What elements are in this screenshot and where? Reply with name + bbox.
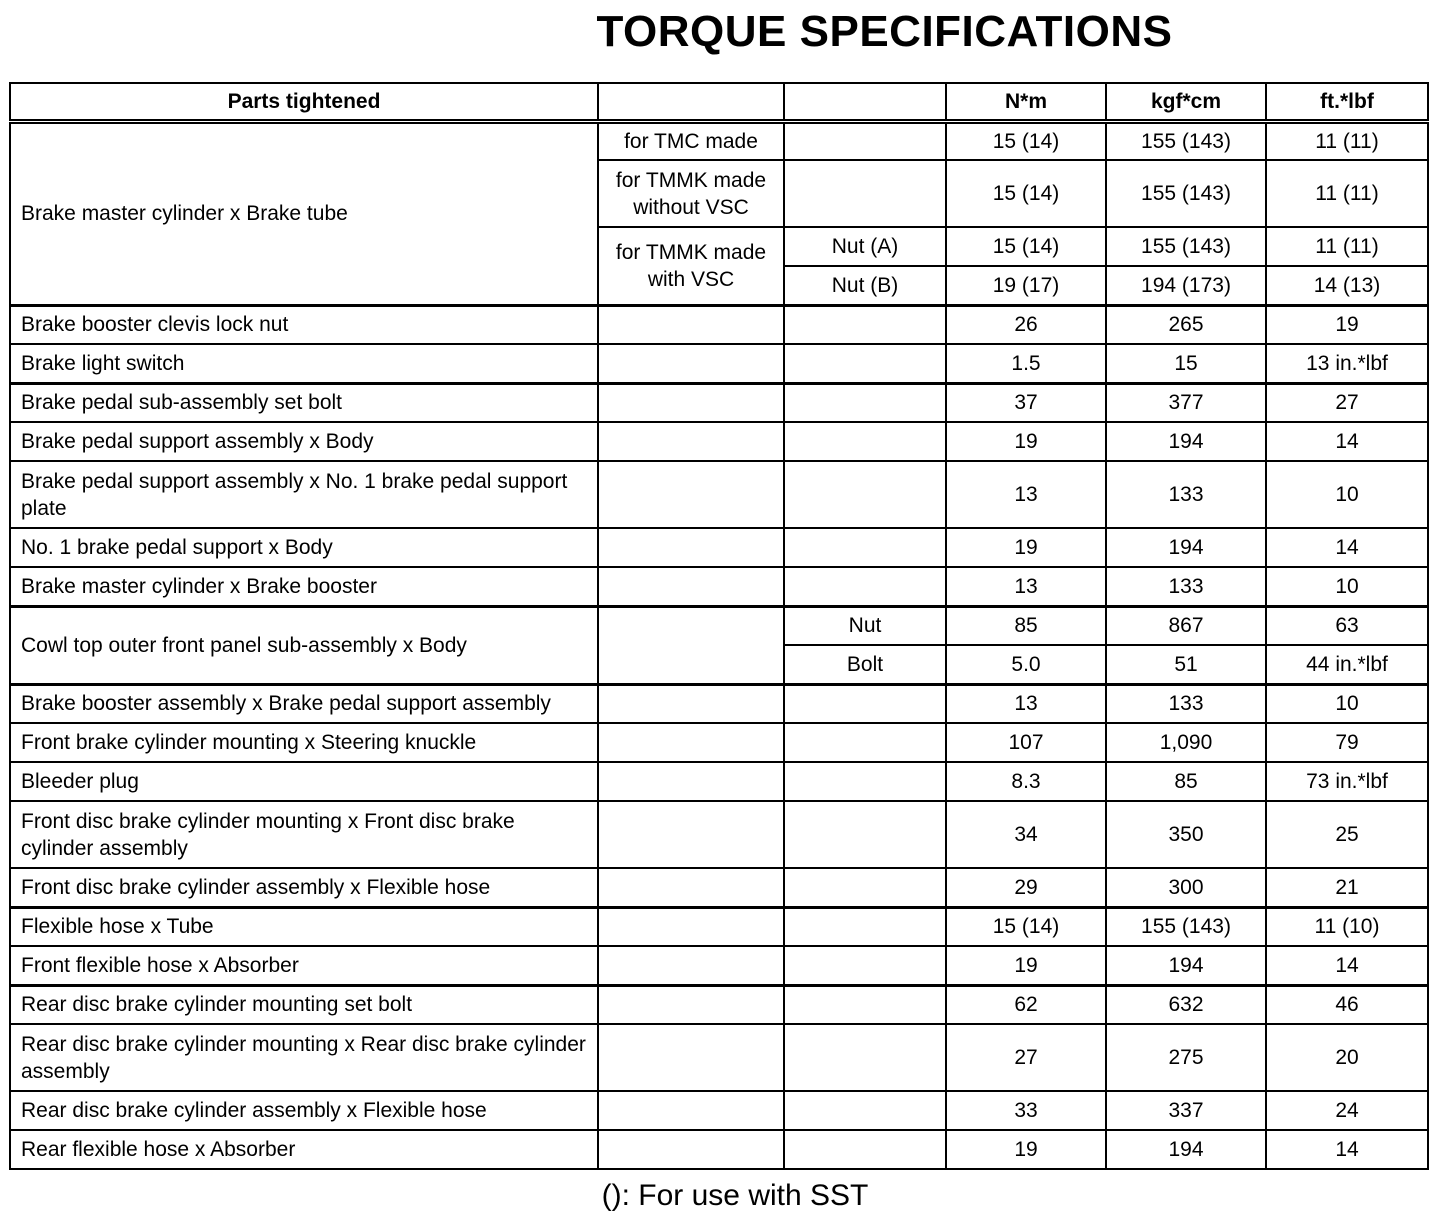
value-ftlbf: 25 [1266, 801, 1428, 868]
torque-spec-table [9, 82, 1429, 1170]
condition [598, 907, 784, 946]
value-kgfcm: 133 [1106, 567, 1266, 606]
value-kgfcm: 275 [1106, 1024, 1266, 1091]
part-name: Flexible hose x Tube [10, 907, 598, 946]
value-ftlbf: 14 [1266, 422, 1428, 461]
part-name: Rear disc brake cylinder mounting x Rear disc brake cylinder assembly [10, 1024, 598, 1091]
value-nm: 37 [946, 383, 1106, 422]
value-ftlbf: 10 [1266, 567, 1428, 606]
value-kgfcm: 300 [1106, 868, 1266, 907]
value-kgfcm: 350 [1106, 801, 1266, 868]
table-row [10, 422, 1428, 461]
value-ftlbf: 11 (11) [1266, 121, 1428, 160]
value-nm: 15 (14) [946, 160, 1106, 227]
subpart [784, 344, 946, 383]
value-nm: 15 (14) [946, 227, 1106, 266]
subpart [784, 121, 946, 160]
subpart [784, 684, 946, 723]
header-condition [598, 83, 784, 121]
value-nm: 33 [946, 1091, 1106, 1130]
value-kgfcm: 155 (143) [1106, 907, 1266, 946]
table-row [10, 762, 1428, 801]
value-kgfcm: 194 [1106, 1130, 1266, 1169]
table-row [10, 567, 1428, 606]
value-nm: 27 [946, 1024, 1106, 1091]
condition [598, 801, 784, 868]
part-name: Brake booster clevis lock nut [10, 305, 598, 344]
subpart [784, 801, 946, 868]
subpart: Nut (B) [784, 266, 946, 305]
header-kgfcm: kgf*cm [1106, 83, 1266, 121]
value-nm: 1.5 [946, 344, 1106, 383]
subpart [784, 985, 946, 1024]
part-name: Brake master cylinder x Brake tube [10, 121, 598, 305]
value-nm: 19 [946, 528, 1106, 567]
table-row [10, 1091, 1428, 1130]
condition [598, 383, 784, 422]
value-nm: 19 (17) [946, 266, 1106, 305]
subpart [784, 1091, 946, 1130]
value-kgfcm: 337 [1106, 1091, 1266, 1130]
condition [598, 684, 784, 723]
value-nm: 107 [946, 723, 1106, 762]
subpart: Nut (A) [784, 227, 946, 266]
table-row [10, 461, 1428, 528]
value-nm: 62 [946, 985, 1106, 1024]
value-ftlbf: 73 in.*lbf [1266, 762, 1428, 801]
part-name: Rear disc brake cylinder assembly x Flexible hose [10, 1091, 598, 1130]
value-ftlbf: 11 (10) [1266, 907, 1428, 946]
condition [598, 344, 784, 383]
value-nm: 34 [946, 801, 1106, 868]
part-name: Front disc brake cylinder assembly x Flexible hose [10, 868, 598, 907]
subpart [784, 1130, 946, 1169]
value-nm: 29 [946, 868, 1106, 907]
value-kgfcm: 133 [1106, 461, 1266, 528]
condition [598, 1091, 784, 1130]
condition [598, 985, 784, 1024]
value-nm: 26 [946, 305, 1106, 344]
header-subpart [784, 83, 946, 121]
condition [598, 1024, 784, 1091]
condition: for TMMK made with VSC [598, 227, 784, 305]
table-row [10, 985, 1428, 1024]
condition [598, 461, 784, 528]
part-name: Cowl top outer front panel sub-assembly x Body [10, 606, 598, 684]
value-kgfcm: 632 [1106, 985, 1266, 1024]
condition [598, 422, 784, 461]
subpart [784, 946, 946, 985]
value-ftlbf: 10 [1266, 461, 1428, 528]
subpart [784, 762, 946, 801]
condition [598, 868, 784, 907]
value-nm: 85 [946, 606, 1106, 645]
subpart [784, 422, 946, 461]
value-kgfcm: 265 [1106, 305, 1266, 344]
value-ftlbf: 46 [1266, 985, 1428, 1024]
value-ftlbf: 21 [1266, 868, 1428, 907]
condition [598, 567, 784, 606]
table-row [10, 383, 1428, 422]
value-kgfcm: 15 [1106, 344, 1266, 383]
part-name: Brake master cylinder x Brake booster [10, 567, 598, 606]
value-nm: 19 [946, 1130, 1106, 1169]
value-ftlbf: 14 [1266, 528, 1428, 567]
subpart [784, 723, 946, 762]
value-nm: 13 [946, 567, 1106, 606]
part-name: Brake pedal support assembly x Body [10, 422, 598, 461]
table-row [10, 606, 1428, 645]
header-row [10, 83, 1428, 121]
value-nm: 19 [946, 946, 1106, 985]
part-name: Brake booster assembly x Brake pedal support assembly [10, 684, 598, 723]
value-nm: 19 [946, 422, 1106, 461]
value-nm: 8.3 [946, 762, 1106, 801]
condition: for TMC made [598, 121, 784, 160]
value-kgfcm: 155 (143) [1106, 121, 1266, 160]
value-nm: 5.0 [946, 645, 1106, 684]
value-kgfcm: 377 [1106, 383, 1266, 422]
value-ftlbf: 79 [1266, 723, 1428, 762]
condition [598, 762, 784, 801]
value-nm: 15 (14) [946, 121, 1106, 160]
condition [598, 528, 784, 567]
condition: for TMMK made without VSC [598, 160, 784, 227]
part-name: Brake pedal support assembly x No. 1 brake pedal support plate [10, 461, 598, 528]
part-name: Bleeder plug [10, 762, 598, 801]
value-kgfcm: 194 [1106, 422, 1266, 461]
value-kgfcm: 194 (173) [1106, 266, 1266, 305]
value-kgfcm: 133 [1106, 684, 1266, 723]
table-row [10, 946, 1428, 985]
header-parts: Parts tightened [10, 83, 598, 121]
table-row [10, 528, 1428, 567]
table-row [10, 801, 1428, 868]
part-name: Brake light switch [10, 344, 598, 383]
value-ftlbf: 27 [1266, 383, 1428, 422]
value-ftlbf: 10 [1266, 684, 1428, 723]
part-name: Front flexible hose x Absorber [10, 946, 598, 985]
footnote: (): For use with SST [601, 1179, 869, 1212]
value-kgfcm: 155 (143) [1106, 160, 1266, 227]
condition [598, 723, 784, 762]
part-name: Brake pedal sub-assembly set bolt [10, 383, 598, 422]
value-kgfcm: 51 [1106, 645, 1266, 684]
value-ftlbf: 14 (13) [1266, 266, 1428, 305]
value-ftlbf: 20 [1266, 1024, 1428, 1091]
table-row [10, 723, 1428, 762]
part-name: Front disc brake cylinder mounting x Front disc brake cylinder assembly [10, 801, 598, 868]
header-ftlbf: ft.*lbf [1266, 83, 1428, 121]
value-ftlbf: 11 (11) [1266, 160, 1428, 227]
subpart: Nut [784, 606, 946, 645]
table-row [10, 868, 1428, 907]
subpart [784, 1024, 946, 1091]
part-name: Rear disc brake cylinder mounting set bolt [10, 985, 598, 1024]
page-title: TORQUE SPECIFICATIONS [596, 7, 1173, 56]
part-name: No. 1 brake pedal support x Body [10, 528, 598, 567]
table-row [10, 907, 1428, 946]
value-nm: 13 [946, 684, 1106, 723]
table-row [10, 1130, 1428, 1169]
part-name: Rear flexible hose x Absorber [10, 1130, 598, 1169]
value-ftlbf: 14 [1266, 946, 1428, 985]
subpart [784, 567, 946, 606]
value-kgfcm: 1,090 [1106, 723, 1266, 762]
value-kgfcm: 194 [1106, 946, 1266, 985]
value-ftlbf: 44 in.*lbf [1266, 645, 1428, 684]
subpart [784, 907, 946, 946]
table-row [10, 1024, 1428, 1091]
subpart [784, 868, 946, 907]
value-kgfcm: 85 [1106, 762, 1266, 801]
value-nm: 13 [946, 461, 1106, 528]
value-ftlbf: 24 [1266, 1091, 1428, 1130]
subpart [784, 305, 946, 344]
value-ftlbf: 11 (11) [1266, 227, 1428, 266]
table-row [10, 684, 1428, 723]
table-row [10, 121, 1428, 160]
subpart [784, 528, 946, 567]
part-name: Front brake cylinder mounting x Steering knuckle [10, 723, 598, 762]
table-row [10, 305, 1428, 344]
condition [598, 946, 784, 985]
value-kgfcm: 867 [1106, 606, 1266, 645]
value-kgfcm: 155 (143) [1106, 227, 1266, 266]
table-row [10, 344, 1428, 383]
subpart: Bolt [784, 645, 946, 684]
value-ftlbf: 63 [1266, 606, 1428, 645]
value-ftlbf: 14 [1266, 1130, 1428, 1169]
value-ftlbf: 13 in.*lbf [1266, 344, 1428, 383]
subpart [784, 160, 946, 227]
value-kgfcm: 194 [1106, 528, 1266, 567]
condition [598, 606, 784, 684]
header-nm: N*m [946, 83, 1106, 121]
value-ftlbf: 19 [1266, 305, 1428, 344]
condition [598, 305, 784, 344]
condition [598, 1130, 784, 1169]
subpart [784, 461, 946, 528]
value-nm: 15 (14) [946, 907, 1106, 946]
subpart [784, 383, 946, 422]
